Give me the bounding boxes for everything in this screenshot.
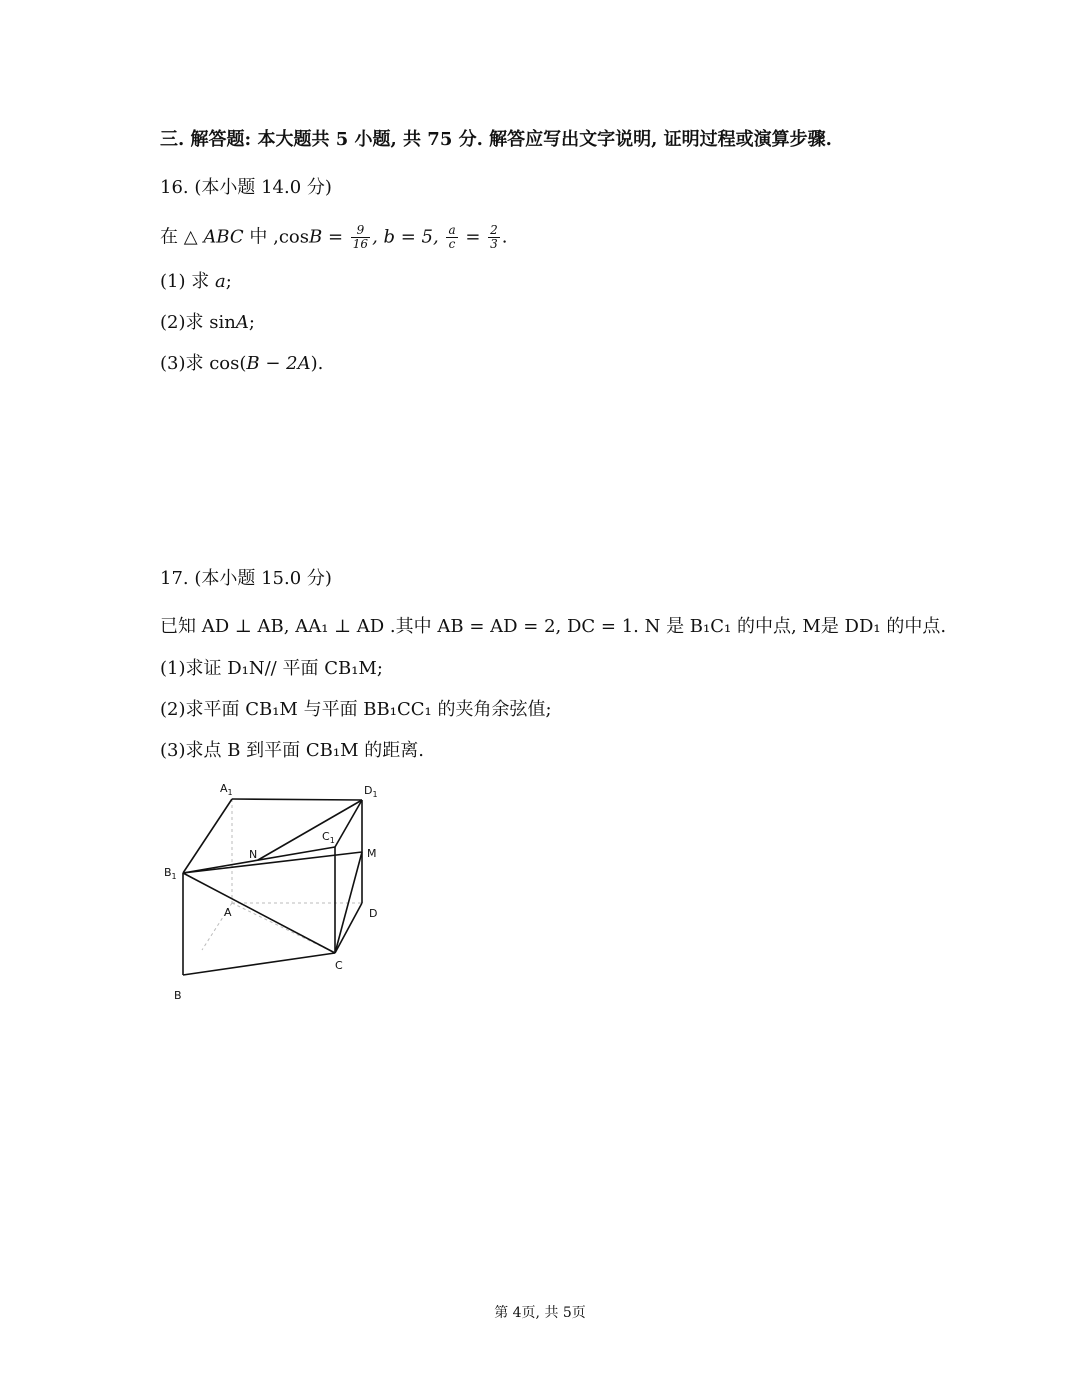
- q2-end: ;: [248, 312, 255, 333]
- page-footer: 第 4页, 共 5页: [494, 1305, 586, 1321]
- label-m: M: [367, 847, 377, 860]
- q3-math: B − 2A: [246, 353, 311, 374]
- stem-abc: ABC: [203, 226, 244, 248]
- edge-b-c: [183, 953, 335, 975]
- q1-end: ;: [225, 271, 232, 292]
- problem-17-q2: (2)求平面 CB₁M 与平面 BB₁CC₁ 的夹角余弦值;: [160, 699, 552, 720]
- edge-a1-b1: [183, 799, 232, 873]
- edge-d-c: [335, 903, 362, 953]
- problem-16-q2: [160, 311, 255, 335]
- edge-m-c: [335, 852, 362, 953]
- edge-b1-c: [183, 873, 335, 953]
- problem-17-stem: 已知 AD ⊥ AB, AA₁ ⊥ AD .其中 AB = AD = 2, DC = 1. N 是 B₁C₁ 的中点, M是 DD₁ 的中点.: [160, 616, 947, 637]
- stem-mid: 中 ,cos: [249, 226, 309, 248]
- problem-17-title: 17. (本小题 15.0 分): [160, 568, 332, 589]
- stem-b-value: , b = 5,: [372, 226, 445, 248]
- ratio-den: c: [448, 237, 456, 251]
- stem-b-angle: B: [309, 226, 323, 248]
- edge-a1-d1: [232, 799, 362, 800]
- label-b1: $B_1$: [164, 866, 177, 881]
- problem-16-q1: [160, 270, 232, 294]
- label-a: A: [224, 906, 232, 919]
- ratio-fraction: [446, 224, 457, 251]
- label-c1: $C_1$: [322, 830, 335, 845]
- q2-math: A: [235, 312, 249, 333]
- geometry-figure: [150, 775, 410, 1015]
- stem-eq: =: [327, 226, 349, 248]
- problem-17-q3: (3)求点 B 到平面 CB₁M 的距离.: [160, 740, 424, 761]
- section-header: 三. 解答题: 本大题共 5 小题, 共 75 分. 解答应写出文字说明, 证明过程或演算步骤.: [160, 129, 832, 150]
- problem-16-q3: [160, 352, 323, 376]
- ratio-num: a: [448, 223, 456, 237]
- label-a1: $A_1$: [220, 782, 233, 797]
- q3-label: (3)求 cos(: [160, 353, 247, 374]
- label-n: N: [249, 848, 258, 861]
- q2-label: (2)求 sin: [160, 312, 236, 333]
- q1-label: (1) 求: [160, 271, 215, 292]
- label-b: B: [174, 989, 182, 1002]
- ratio-eq: =: [465, 226, 487, 248]
- problem-16-title: 16. (本小题 14.0 分): [160, 177, 332, 198]
- q1-math: a: [214, 271, 226, 292]
- ratio-val-num: 2: [490, 223, 498, 237]
- stem-prefix: 在 △: [160, 226, 198, 248]
- label-c: C: [335, 959, 343, 972]
- problem-16-stem: [160, 224, 508, 251]
- label-d1: $D_1$: [364, 784, 378, 799]
- ratio-value-fraction: [488, 224, 500, 251]
- cosB-num: 9: [351, 224, 370, 238]
- label-d: D: [369, 907, 378, 920]
- visible-edges: [183, 799, 362, 975]
- figure-labels: [164, 782, 378, 1002]
- q3-end: ).: [310, 353, 324, 374]
- problem-17-q1: (1)求证 D₁N// 平面 CB₁M;: [160, 658, 383, 679]
- cosB-den: 16: [352, 237, 369, 251]
- ratio-val-den: 3: [490, 237, 498, 251]
- cosB-fraction: [351, 224, 370, 251]
- hidden-edges: [202, 799, 362, 953]
- stem-end: .: [501, 226, 508, 248]
